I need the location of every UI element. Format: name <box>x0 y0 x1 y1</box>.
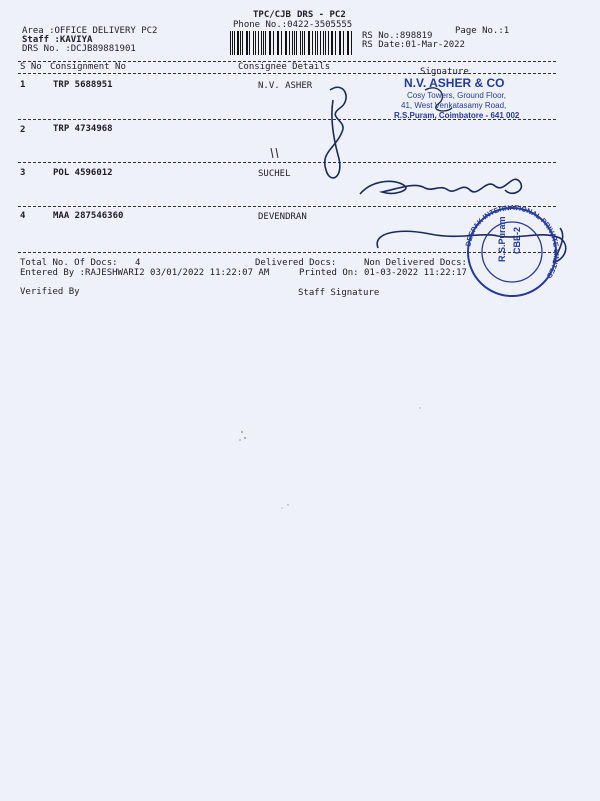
footer-printed-on: Printed On: 01-03-2022 11:22:17 <box>299 268 467 278</box>
footer-total-docs-value: 4 <box>135 258 141 268</box>
footer-delivered-docs: Delivered Docs: <box>255 258 337 268</box>
stamp-round-center-2: CBE-2 <box>512 226 522 254</box>
footer-entered-by: Entered By :RAJESHWARI2 03/01/2022 11:22:07 AM <box>20 268 270 278</box>
row-3-consignment: POL 4596012 <box>53 168 113 178</box>
stamp-asher-line3: R.S.Puram, Coimbatore - 641 002 <box>394 111 520 120</box>
row-2-sno: 2 <box>20 125 26 135</box>
signature-scrawl-stamp <box>425 88 452 111</box>
row-4-sno: 4 <box>20 211 26 221</box>
header-phone: Phone No.:0422-3505555 <box>233 20 353 30</box>
stamp-asher-name: N.V. ASHER & CO <box>404 76 505 90</box>
tick-mark-row-2 <box>271 148 278 158</box>
stamp-asher-line1: Cosy Towers, Ground Floor, <box>407 91 507 100</box>
header-drs-no: DRS No. :DCJB89881901 <box>22 44 136 54</box>
row-1-consignment: TRP 5688951 <box>53 80 113 90</box>
footer-total-docs-label: Total No. Of Docs: <box>20 258 118 268</box>
header-page-no: Page No.:1 <box>455 26 510 36</box>
col-header-sno: S No <box>20 62 42 72</box>
round-seal <box>463 203 561 296</box>
footer-verified-by: Verified By <box>20 287 80 297</box>
footer-staff-signature: Staff Signature <box>298 288 380 298</box>
stamp-asher-line2: 41, West Venkatasamy Road, <box>401 101 507 110</box>
header-title-drs: DRS - PC2 <box>297 10 346 20</box>
row-3-sno: 3 <box>20 168 26 178</box>
header-area: Area :OFFICE DELIVERY PC2 <box>22 26 158 36</box>
header-rs-date: RS Date:01-Mar-2022 <box>362 40 465 50</box>
round-seal-ring-text: DEEPAK INTERNATIONAL PRIVATE LIMITED <box>463 202 562 281</box>
header-rs-no: RS No.:898819 <box>362 31 433 41</box>
svg-text:DEEPAK INTERNATIONAL PRIVATE L <box>463 203 561 280</box>
stamp-round-center-1: R.S.Puram <box>497 216 507 262</box>
col-header-consignment: Consignment No <box>50 62 126 72</box>
row-4-consignment: MAA 287546360 <box>53 211 124 221</box>
col-header-consignee: Consignee Details <box>238 62 331 72</box>
row-1-consignee: N.V. ASHER <box>258 81 313 91</box>
row-4-consignee: DEVENDRAN <box>258 212 307 222</box>
signature-row-3 <box>360 179 521 194</box>
footer-non-delivered-docs: Non Delivered Docs: <box>364 258 467 268</box>
row-3-consignee: SUCHEL <box>258 169 291 179</box>
row-2-consignment: TRP 4734968 <box>53 124 113 134</box>
scan-specks <box>239 407 420 508</box>
col-header-signature: Signature <box>420 67 469 77</box>
header-staff: Staff :KAVIYA <box>22 35 93 45</box>
row-1-sno: 1 <box>20 80 26 90</box>
signature-row-1 <box>325 87 346 178</box>
header-title-top: TPC/CJB <box>253 10 291 20</box>
